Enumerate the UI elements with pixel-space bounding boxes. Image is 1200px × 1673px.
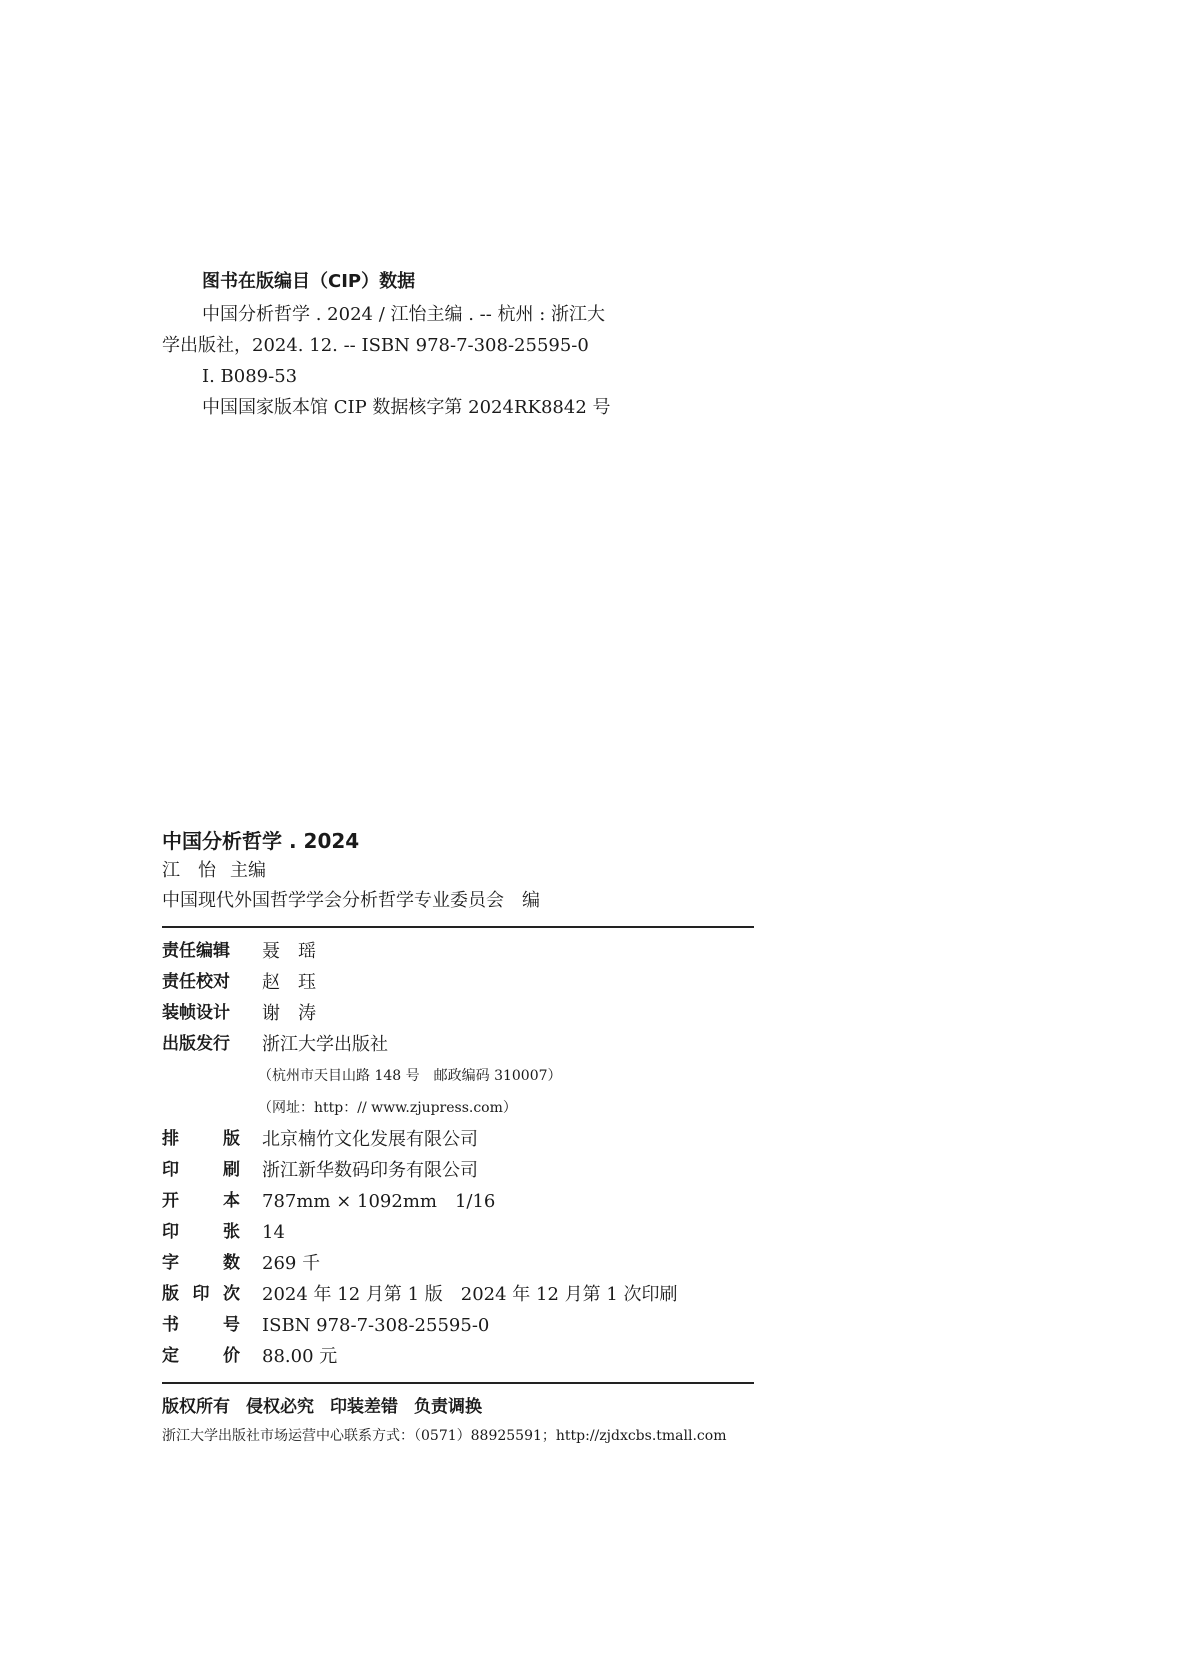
spec-value: 269 千: [262, 1253, 321, 1274]
cip-block: [162, 266, 682, 423]
publisher-address: （杭州市天目山路 148 号 邮政编码 310007）: [258, 1068, 562, 1084]
spec-label: 开 本: [162, 1191, 240, 1211]
cip-line: 中国国家版本馆 CIP 数据核字第 2024RK8842 号: [202, 397, 611, 418]
publisher-website: （网址：http：// www.zjupress.com）: [258, 1100, 517, 1116]
spec-row: [162, 1155, 782, 1186]
spec-label: 定 价: [162, 1346, 240, 1366]
spec-row: [162, 1341, 782, 1372]
spec-value: 北京楠竹文化发展有限公司: [262, 1129, 478, 1150]
cip-line: 学出版社，2024. 12. -- ISBN 978-7-308-25595-0: [162, 335, 589, 356]
spec-row: [162, 1279, 782, 1310]
staff-row: [162, 998, 782, 1029]
spec-row: [162, 1217, 782, 1248]
staff-value: 聂 瑶: [262, 941, 316, 962]
staff-label: 出版发行: [162, 1034, 230, 1054]
divider: [162, 926, 754, 928]
spec-label: 印 张: [162, 1222, 240, 1242]
contact-info: 浙江大学出版社市场运营中心联系方式：（0571）88925591；http://zjdxcbs.tmall.com: [162, 1428, 727, 1444]
spec-value: ISBN 978-7-308-25595-0: [262, 1315, 490, 1336]
divider: [162, 1382, 754, 1384]
staff-label: 责任编辑: [162, 941, 230, 961]
staff-row: [162, 936, 782, 967]
editor-role: 主编: [230, 860, 266, 881]
spec-label: 书 号: [162, 1315, 240, 1335]
cip-heading: 图书在版编目（CIP）数据: [202, 271, 416, 292]
editor-name: 江 怡: [162, 860, 216, 881]
spec-value: 88.00 元: [262, 1346, 338, 1367]
staff-label: 责任校对: [162, 972, 230, 992]
book-title: 中国分析哲学 . 2024: [162, 829, 360, 853]
spec-value: 2024 年 12 月第 1 版 2024 年 12 月第 1 次印刷: [262, 1284, 678, 1305]
copyright-notice: 版权所有 侵权必究 印装差错 负责调换: [162, 1397, 482, 1417]
spec-row: [162, 1248, 782, 1279]
spec-value: 14: [262, 1222, 285, 1243]
staff-value: 赵 珏: [262, 972, 316, 993]
spec-row: [162, 1186, 782, 1217]
staff-row: [162, 1029, 782, 1060]
cip-line: 中国分析哲学 . 2024 / 江怡主编 . -- 杭州 : 浙江大: [202, 304, 606, 325]
editor-committee: 中国现代外国哲学学会分析哲学专业委员会 编: [162, 890, 540, 911]
colophon: [162, 826, 782, 1450]
cip-line: Ⅰ. B089-53: [202, 366, 298, 387]
staff-value: 浙江大学出版社: [262, 1034, 388, 1055]
spec-label: 版 印 次: [162, 1284, 240, 1304]
spec-row: [162, 1310, 782, 1341]
staff-value: 谢 涛: [262, 1003, 316, 1024]
staff-label: 装帧设计: [162, 1003, 230, 1023]
spec-label: 印 刷: [162, 1160, 240, 1180]
editor-line: [162, 856, 782, 886]
spec-value: 787mm × 1092mm 1/16: [262, 1191, 496, 1212]
spec-label: 排 版: [162, 1129, 240, 1149]
spec-value: 浙江新华数码印务有限公司: [262, 1160, 478, 1181]
spec-row: [162, 1124, 782, 1155]
spec-label: 字 数: [162, 1253, 240, 1273]
staff-row: [162, 967, 782, 998]
